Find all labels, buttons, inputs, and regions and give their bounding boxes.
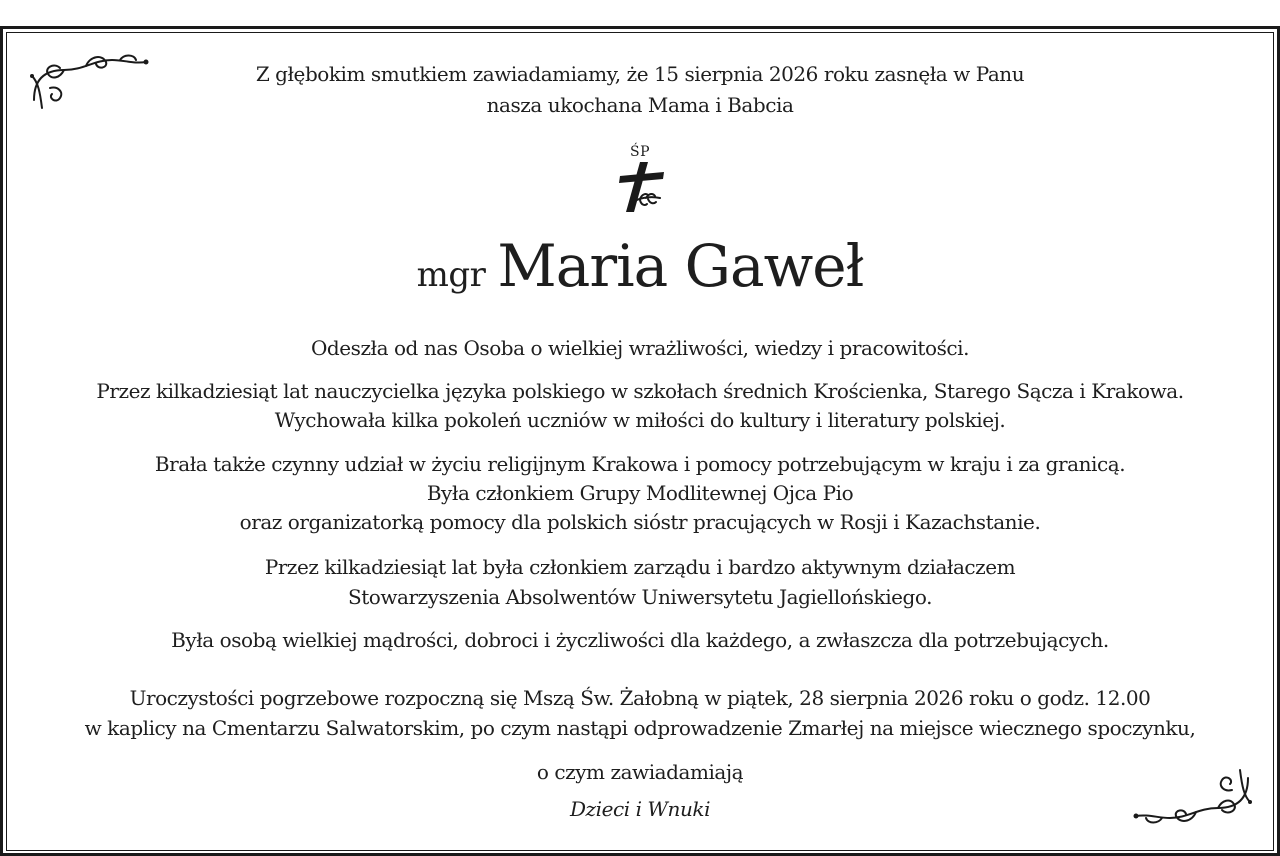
- funeral-info-line-1: Uroczystości pogrzebowe rozpoczną się Mszą Św. Żałobną w piątek, 28 sierpnia 2026 roku o godz. 12.00: [129, 686, 1151, 710]
- biography-paragraph-4-line-2: Stowarzyszenia Absolwentów Uniwersytetu Jagiellońskiego.: [347, 585, 933, 609]
- closing-notice: o czym zawiadamiają: [536, 760, 744, 784]
- academic-title: mgr: [416, 255, 486, 295]
- signature: Dzieci i Wnuki: [569, 797, 711, 821]
- deceased-name: Maria Gaweł: [497, 232, 864, 300]
- sp-label: ŚP: [629, 144, 650, 160]
- funeral-info-line-2: w kaplicy na Cmentarzu Salwatorskim, po czym nastąpi odprowadzenie Zmarłej na miejsce wiecznego spoczynku,: [84, 716, 1196, 740]
- biography-paragraph-3-line-2: Była członkiem Grupy Modlitewnej Ojca Pio: [426, 481, 854, 505]
- biography-paragraph-2-line-2: Wychowała kilka pokoleń uczniów w miłości do kultury i literatury polskiej.: [274, 408, 1006, 432]
- biography-paragraph-5: Była osobą wielkiej mądrości, dobroci i życzliwości dla każdego, a zwłaszcza dla potrzebujących.: [171, 628, 1109, 652]
- biography-paragraph-3-line-3: oraz organizatorką pomocy dla polskich sióstr pracujących w Rosji i Kazachstanie.: [239, 510, 1041, 534]
- intro-line-2: nasza ukochana Mama i Babcia: [486, 93, 794, 117]
- biography-paragraph-2-line-1: Przez kilkadziesiąt lat nauczycielka języka polskiego w szkołach średnich Krościenka, Starego Sącza i Krakowa.: [96, 379, 1184, 403]
- biography-paragraph-3-line-1: Brała także czynny udział w życiu religijnym Krakowa i pomocy potrzebującym w kraju i za granicą.: [154, 452, 1126, 476]
- cross-with-palm-icon: [610, 158, 670, 216]
- intro-line-1: Z głębokim smutkiem zawiadamiamy, że 15 sierpnia 2026 roku zasnęła w Panu: [255, 62, 1025, 86]
- biography-paragraph-1: Odeszła od nas Osoba o wielkiej wrażliwości, wiedzy i pracowitości.: [310, 336, 970, 360]
- biography-paragraph-4-line-1: Przez kilkadziesiąt lat była członkiem zarządu i bardzo aktywnym działaczem: [264, 555, 1016, 579]
- deceased-name-row: [0, 226, 1280, 321]
